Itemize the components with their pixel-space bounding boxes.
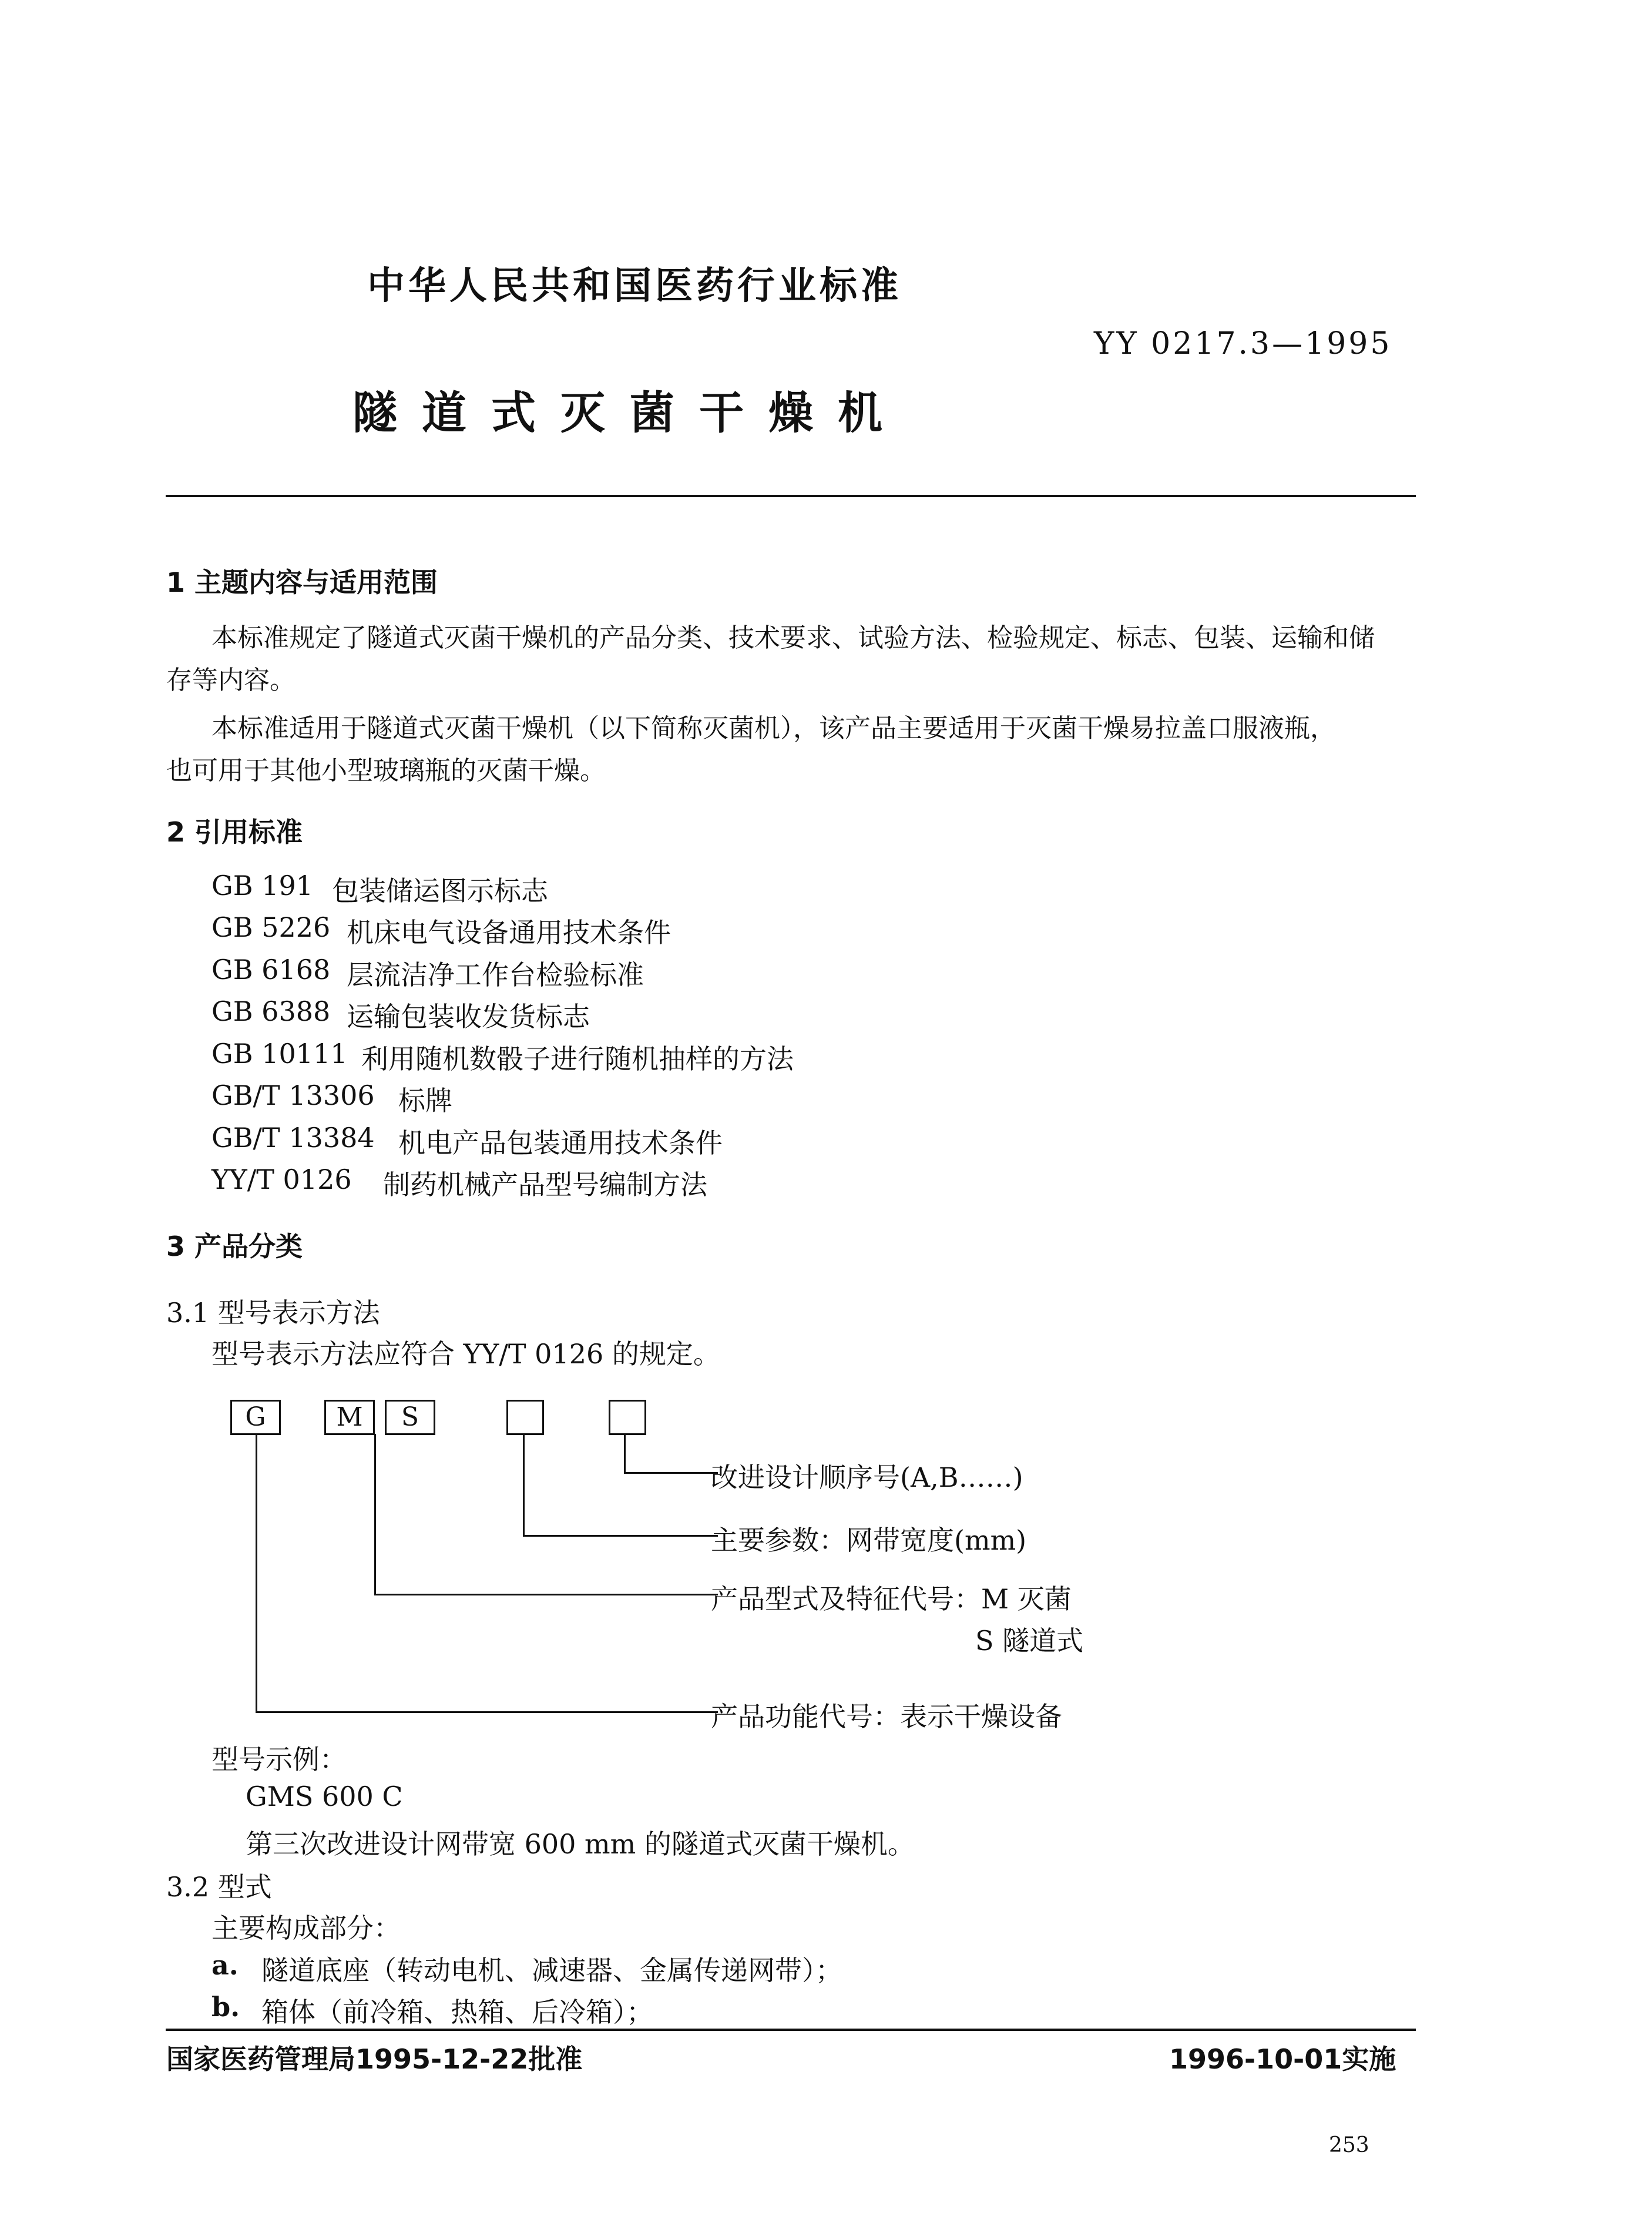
approval-date: 国家医药管理局1995-12-22批准: [166, 2043, 583, 2075]
label-param: 主要参数：网带宽度(mm): [711, 1524, 1027, 1556]
section-2-heading: 2 引用标准: [166, 816, 303, 848]
label-improve: 改进设计顺序号(A,B……): [711, 1461, 1023, 1493]
section-3-2-heading: 3.2 型式: [166, 1871, 272, 1903]
ref-title: 机电产品包装通用技术条件: [398, 1127, 723, 1159]
part-b-mark: b.: [211, 1991, 240, 2023]
ref-code: GB 191: [211, 870, 313, 901]
label-func: 产品功能代号：表示干燥设备: [711, 1701, 1062, 1732]
ref-code: GB 6168: [211, 954, 331, 985]
ref-code: GB/T 13306: [211, 1080, 375, 1111]
connector-func: [256, 1434, 257, 1713]
section-1-para1-line2: 存等内容。: [166, 665, 296, 695]
section-1-para2-line1: 本标准适用于隧道式灭菌干燥机（以下简称灭菌机），该产品主要适用于灭菌干燥易拉盖口服液瓶，: [211, 713, 1336, 743]
connector-param: [523, 1434, 525, 1537]
ref-title: 利用随机数骰子进行随机抽样的方法: [361, 1043, 794, 1075]
part-a-text: 隧道底座（转动电机、减速器、金属传递网带）；: [261, 1955, 842, 1986]
ref-code: GB 5226: [211, 911, 331, 943]
connector-improve-h: [624, 1472, 718, 1474]
part-b-text: 箱体（前冷箱、热箱、后冷箱）；: [261, 1996, 653, 2028]
example-desc: 第三次改进设计网带宽 600 mm 的隧道式灭菌干燥机。: [246, 1828, 915, 1860]
page-number: 253: [1329, 2133, 1369, 2157]
code-box-m: M: [324, 1400, 375, 1435]
ref-title: 层流洁净工作台检验标准: [347, 959, 644, 991]
ref-title: 包装储运图示标志: [332, 875, 548, 907]
part-a-mark: a.: [211, 1949, 239, 1981]
standard-code: YY 0217.3—1995: [1094, 326, 1392, 361]
section-1-heading: 1 主题内容与适用范围: [166, 566, 438, 598]
code-box-param: [506, 1400, 544, 1435]
ref-title: 运输包装收发货标志: [347, 1001, 590, 1032]
connector-func-h: [256, 1711, 718, 1713]
ref-title: 制药机械产品型号编制方法: [383, 1169, 707, 1201]
ref-code: GB 6388: [211, 995, 331, 1027]
section-3-1-text: 型号表示方法应符合 YY/T 0126 的规定。: [211, 1338, 720, 1370]
ref-code: GB 10111: [211, 1038, 348, 1070]
section-1-para2-line2: 也可用于其他小型玻璃瓶的灭菌干燥。: [166, 756, 606, 786]
label-type-s: S 隧道式: [975, 1625, 1084, 1657]
ref-code: YY/T 0126: [211, 1164, 352, 1195]
code-box-s: S: [385, 1400, 435, 1435]
ref-title: 机床电气设备通用技术条件: [347, 917, 671, 948]
standard-title: 隧道式灭菌干燥机: [352, 387, 907, 439]
header-rule: [166, 495, 1416, 497]
connector-type-h: [374, 1594, 718, 1595]
connector-type: [374, 1434, 376, 1595]
effective-date: 1996-10-01实施: [1169, 2043, 1396, 2075]
section-3-heading: 3 产品分类: [166, 1231, 303, 1262]
connector-param-h: [523, 1535, 718, 1537]
code-box-g: G: [230, 1400, 281, 1435]
example-code: GMS 600 C: [246, 1781, 403, 1812]
section-3-1-heading: 3.1 型号表示方法: [166, 1297, 380, 1329]
footer-rule: [166, 2029, 1416, 2031]
code-box-improve: [609, 1400, 646, 1435]
section-3-2-intro: 主要构成部分：: [211, 1912, 401, 1944]
label-type-m: 产品型式及特征代号：M 灭菌: [711, 1583, 1072, 1615]
org-title: 中华人民共和国医药行业标准: [367, 264, 902, 308]
example-label: 型号示例：: [211, 1744, 347, 1775]
section-1-para1-line1: 本标准规定了隧道式灭菌干燥机的产品分类、技术要求、试验方法、检验规定、标志、包装、运输和储: [211, 623, 1375, 653]
connector-improve: [624, 1434, 626, 1474]
ref-title: 标牌: [398, 1085, 452, 1117]
ref-code: GB/T 13384: [211, 1122, 375, 1154]
